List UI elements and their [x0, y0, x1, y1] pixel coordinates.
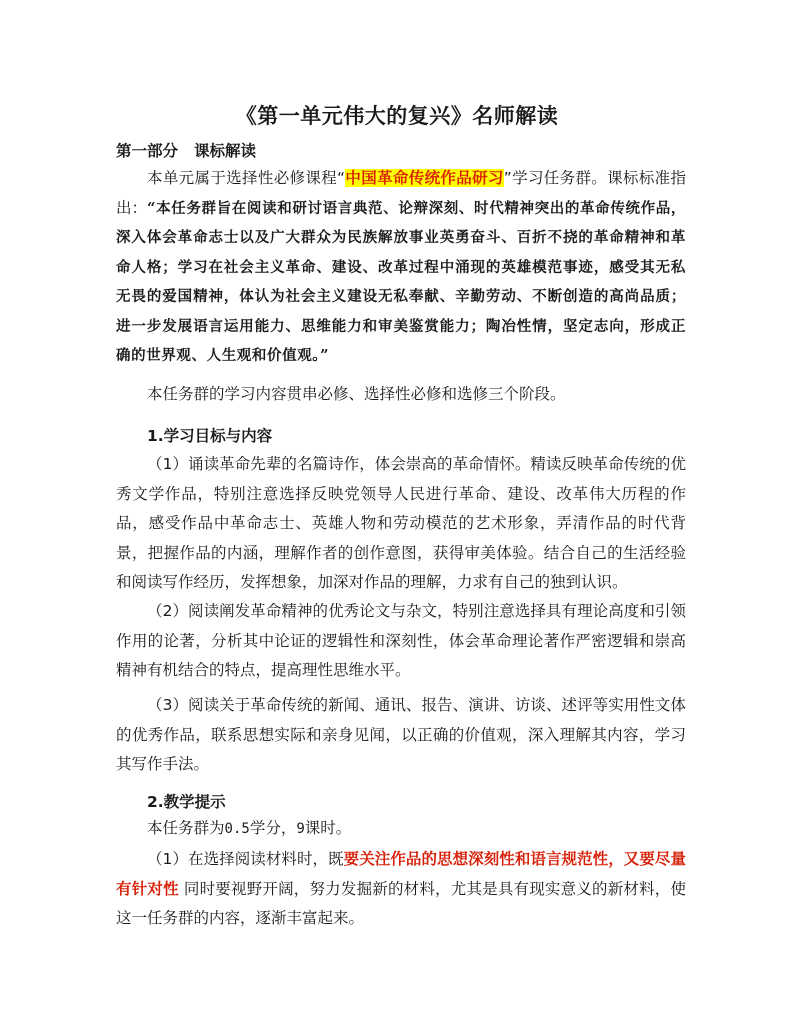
- tip1-emphasis: 要关注作品的思想深刻性和语言规范性，又要尽量有针对性: [116, 850, 686, 898]
- credits-post: 课时。: [304, 819, 352, 837]
- credits-paragraph: [116, 814, 686, 845]
- document-title: 《第一单元伟大的复兴》名师解读: [235, 104, 559, 128]
- task-group-highlight: 中国革命传统作品研习: [345, 169, 504, 187]
- heading-learning-goals: 1.学习目标与内容: [147, 427, 273, 445]
- intro-after: ”学习任务群。课标标准指出：: [116, 169, 686, 217]
- credit-value: 0.5: [224, 821, 250, 837]
- hours-value: 9: [296, 821, 305, 837]
- standard-quote: “本任务群旨在阅读和研讨语言典范、论辩深刻、时代精神突出的革命传统作品，深入体会革命志士以及广大群众为民族解放事业英勇奋斗、百折不挠的革命精神和革命人格；学习在社会主义革命、建设、改革过程中涌现的英雄模范事迹，感受其无私无畏的爱国精神，体认为社会主义建设无私奉献、辛勤劳动、不断创造的高尚品质；进一步发展语言运用能力、思维能力和审美鉴赏能力；陶冶性情，坚定志向，形成正确的世界观、人生观和价值观。”: [116, 199, 686, 364]
- intro-lead: 本单元属于选择性必修课程“: [147, 169, 346, 187]
- section-part: 第一部分: [116, 142, 179, 160]
- credits-mid: 学分，: [249, 819, 297, 837]
- credits-pre: 本任务群为: [147, 819, 225, 837]
- section-name: 课标解读: [194, 142, 257, 160]
- stages-paragraph: 本任务群的学习内容贯串必修、选择性必修和选修三个阶段。: [147, 385, 566, 403]
- tip-item-1: [116, 845, 686, 934]
- goal-item-3: （3）阅读关于革命传统的新闻、通讯、报告、演讲、访谈、述评等实用性文体的优秀作品，联系思想实际和亲身见闻，以正确的价值观，深入理解其内容，学习其写作手法。: [116, 696, 686, 773]
- tip1-post: 同时要视野开阔，努力发掘新的材料，尤其是具有现实意义的新材料，使这一任务群的内容，逐渐丰富起来。: [116, 879, 686, 927]
- heading-teaching-tips: 2.教学提示: [147, 793, 226, 811]
- tip1-pre: （1）在选择阅读材料时，既: [147, 850, 344, 868]
- intro-paragraph: [116, 164, 686, 371]
- goal-item-2: （2）阅读阐发革命精神的优秀论文与杂文，特别注意选择具有理论高度和引领作用的论著，分析其中论证的逻辑性和深刻性，体会革命理论著作严密逻辑和崇高精神有机结合的特点，提高理性思维水平。: [116, 602, 686, 679]
- goal-item-1: （1）诵读革命先辈的名篇诗作，体会崇高的革命情怀。精读反映革命传统的优秀文学作品，特别注意选择反映党领导人民进行革命、建设、改革伟大历程的作品，感受作品中革命志士、英雄人物和劳动模范的艺术形象，弄清作品的时代背景，把握作品的内涵，理解作者的创作意图，获得审美体验。结合自己的生活经验和阅读写作经历，发挥想象，加深对作品的理解，力求有自己的独到认识。: [116, 455, 686, 591]
- section-heading: [116, 139, 256, 161]
